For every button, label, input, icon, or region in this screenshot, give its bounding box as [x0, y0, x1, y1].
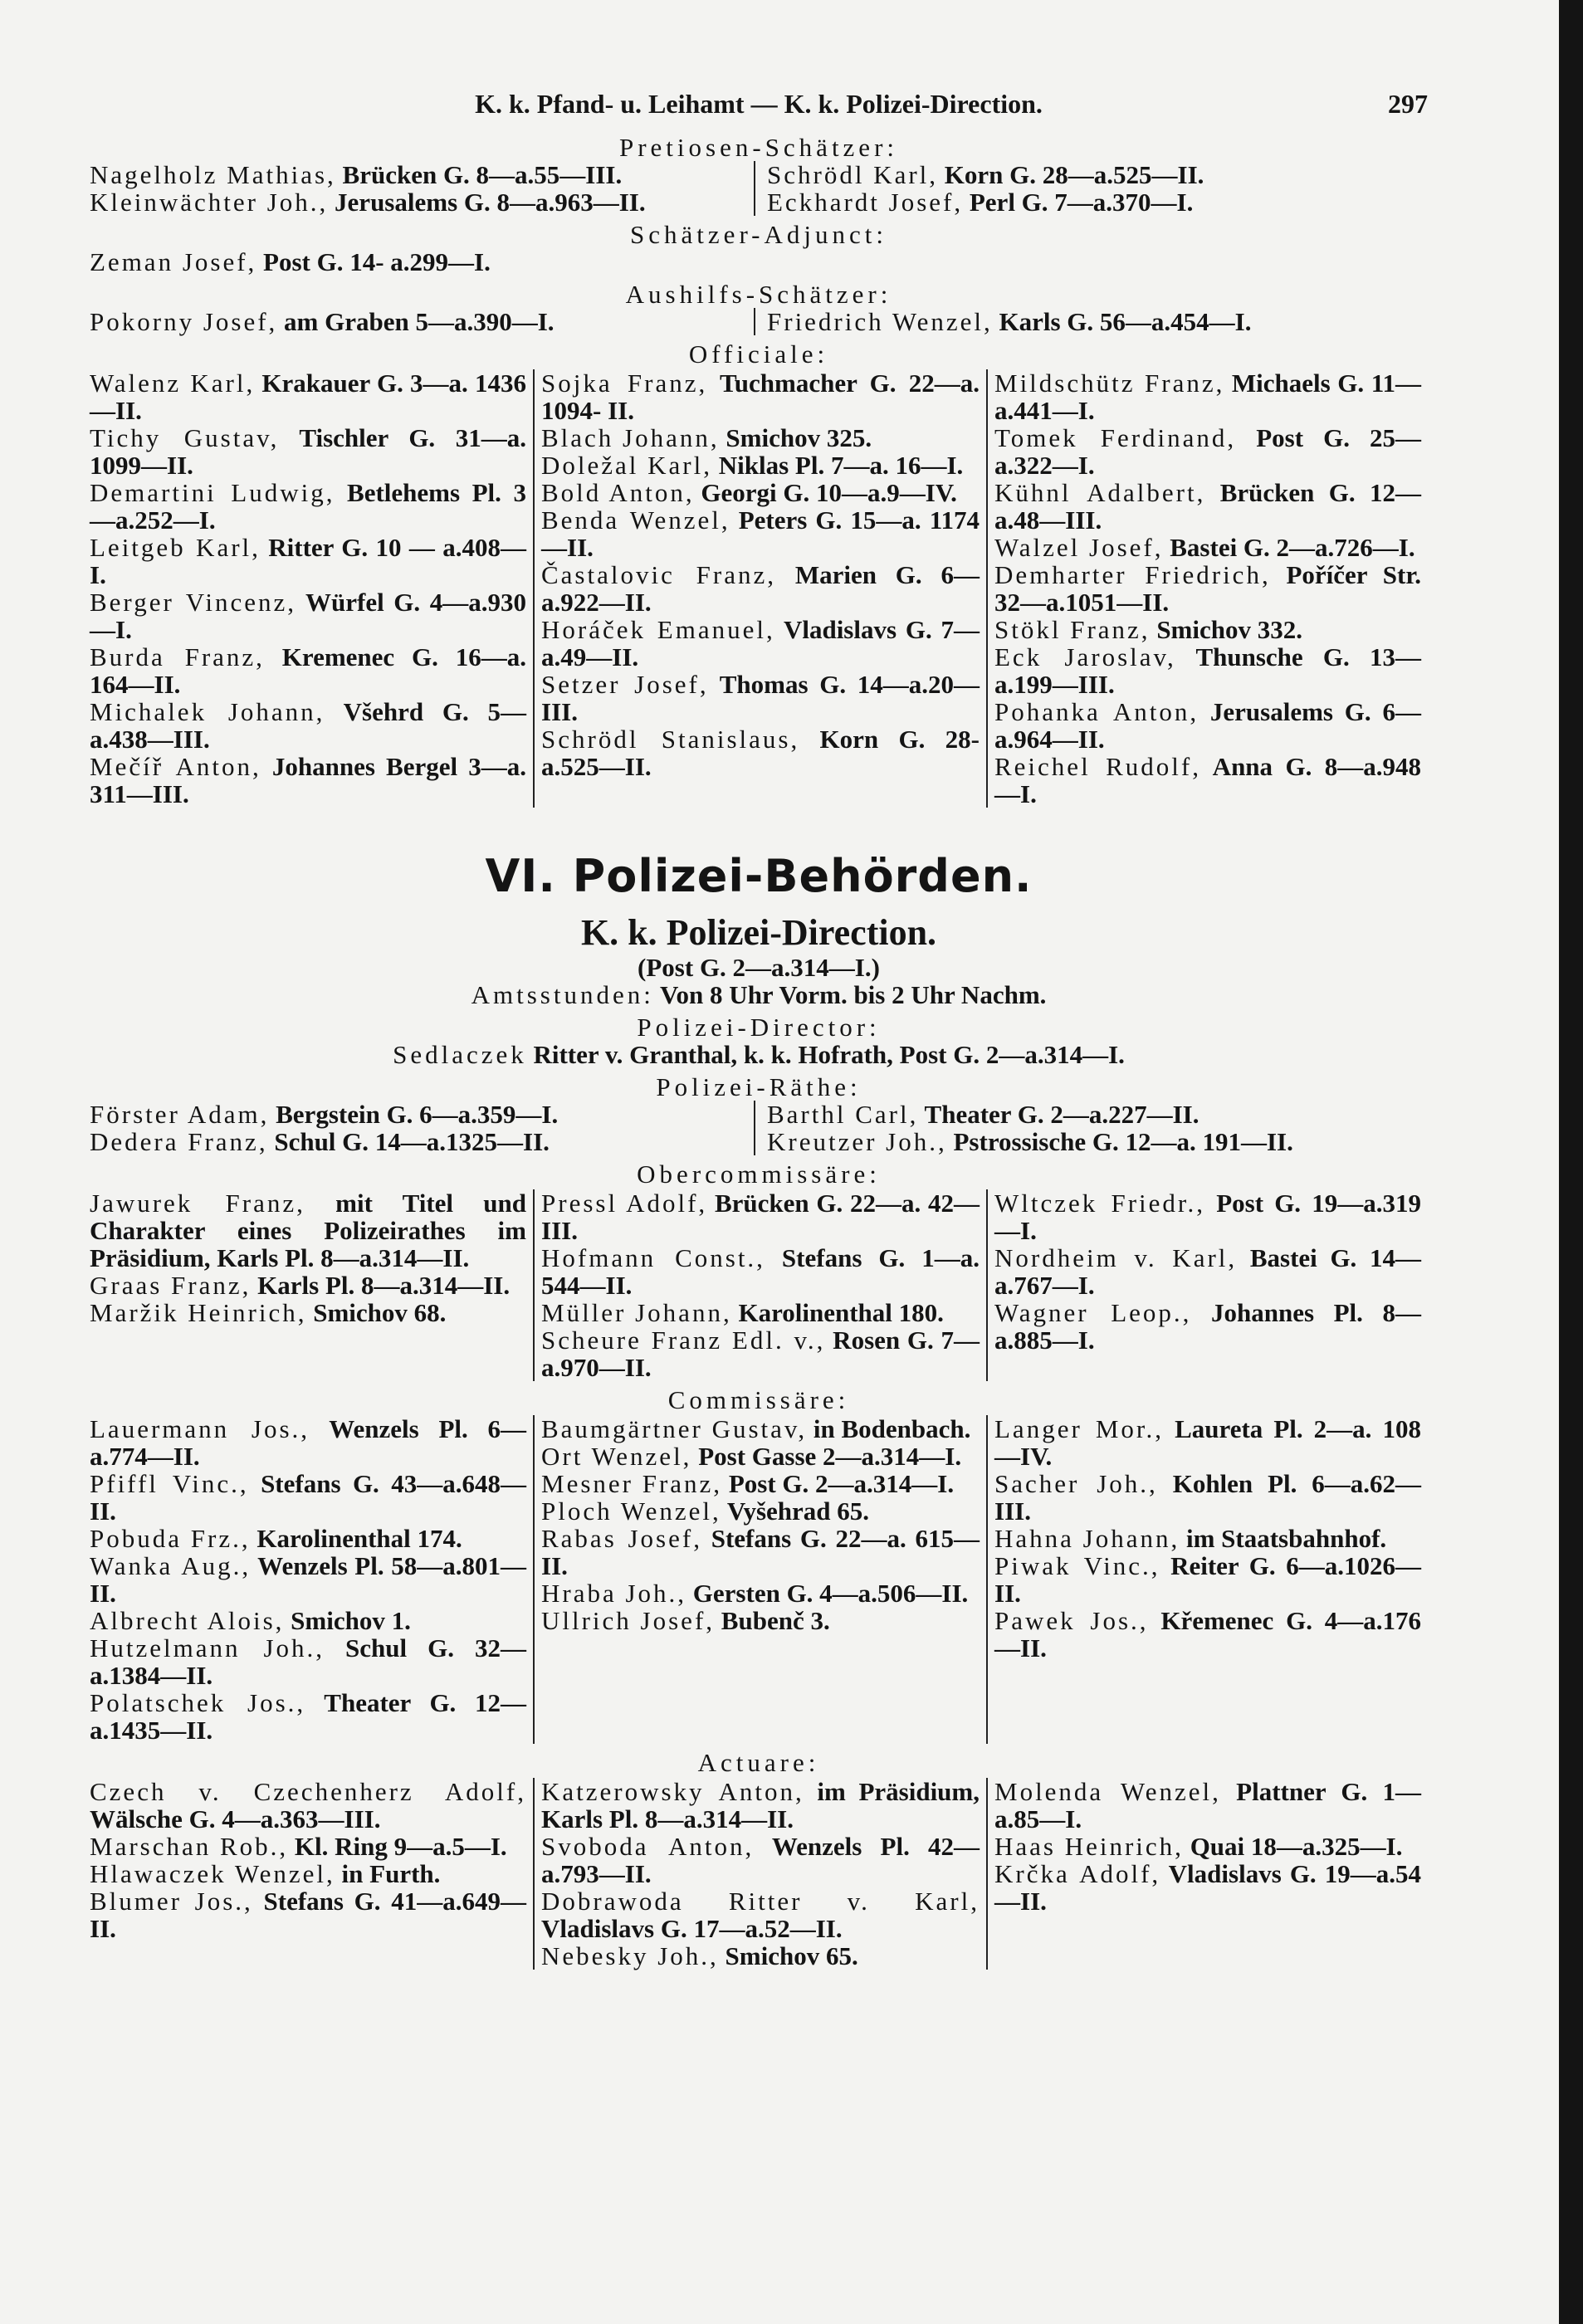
entry-name: Mečíř Anton, — [90, 752, 261, 781]
directory-entry — [994, 1607, 1421, 1662]
entry-details: Ritter G. 10 — a.408—I. — [90, 533, 526, 589]
entry-name: Reichel Rudolf, — [994, 752, 1201, 781]
directory-entry — [541, 424, 980, 452]
aushilfs-right — [754, 308, 1428, 335]
entry-name: Zeman Josef, — [90, 247, 257, 276]
entry-details: Krakauer G. 3—a. 1436—II. — [90, 369, 526, 425]
directory-entry — [90, 1189, 526, 1272]
directory-entry — [541, 1887, 980, 1942]
directory-entry — [90, 308, 754, 335]
entry-details: Vladislavs G. 19—a.54—II. — [994, 1859, 1421, 1916]
entry-details: Stefans G. 22—a. 615—II. — [541, 1524, 980, 1580]
document-page — [90, 79, 1428, 1970]
entry-name: Maržik Heinrich, — [90, 1298, 307, 1327]
directory-entry — [994, 1470, 1421, 1525]
directory-entry — [994, 1778, 1421, 1833]
entry-name: Schrödl Stanislaus, — [541, 725, 800, 754]
entry-name: Nebesky Joh., — [541, 1941, 719, 1970]
commissaere-col1 — [90, 1415, 533, 1744]
entry-details: Karls Pl. 8—a.314—II. — [251, 1271, 511, 1300]
directory-entry — [767, 1101, 1428, 1128]
directory-entry — [90, 1415, 526, 1470]
director-details: Ritter v. Granthal, k. k. Hofrath, Post G. 2—a.314—I. — [526, 1040, 1125, 1069]
directory-entry — [541, 616, 980, 671]
entry-details: Vladislavs G. 17—a.52—II. — [541, 1914, 843, 1943]
entry-name: Nagelholz Mathias, — [90, 160, 336, 189]
heading-officiale: Officiale: — [688, 339, 829, 369]
entry-name: Polatschek Jos., — [90, 1688, 306, 1717]
entry-name: Scheure Franz Edl. v., — [541, 1326, 826, 1355]
entry-name: Hlawaczek Wenzel, — [90, 1859, 335, 1888]
entry-name: Langer Mor., — [994, 1414, 1165, 1443]
entry-name: Eckhardt Josef, — [767, 188, 964, 217]
directory-entry — [994, 561, 1421, 616]
obercommissaere-col2 — [533, 1189, 986, 1381]
directory-entry — [90, 248, 1428, 276]
entry-name: Pressl Adolf, — [541, 1189, 708, 1218]
directory-entry — [541, 725, 980, 780]
entry-name: Ort Wenzel, — [541, 1442, 692, 1471]
entry-name: Benda Wenzel, — [541, 505, 730, 535]
heading-pretiosen: Pretiosen-Schätzer: — [618, 133, 899, 162]
directory-entry — [994, 479, 1421, 534]
entry-details: Brücken G. 8—a.55—III. — [335, 160, 623, 189]
entry-details: Smichov 65. — [718, 1941, 858, 1970]
directory-entry — [994, 1833, 1421, 1860]
entry-name: Kleinwächter Joh., — [90, 188, 329, 217]
entry-name: Pohanka Anton, — [994, 697, 1199, 726]
entry-details: Vyšehrad 65. — [721, 1496, 870, 1526]
entry-details: Betlehems Pl. 3—a.252—I. — [90, 478, 526, 535]
directory-entry — [994, 616, 1421, 643]
directory-entry — [541, 1942, 980, 1970]
entry-name: Czech v. Czechenherz Adolf, — [90, 1777, 526, 1806]
entry-name: Mesner Franz, — [541, 1469, 723, 1498]
entry-details: Thomas G. 14—a.20—III. — [541, 670, 980, 726]
entry-details: Tuchmacher G. 22—a. 1094- II. — [541, 369, 980, 425]
obercommissaere-col3 — [986, 1189, 1428, 1381]
entry-details: im Staatsbahnhof. — [1180, 1524, 1387, 1553]
entry-details: Všehrd G. 5—a.438—III. — [90, 697, 526, 754]
directory-entry — [90, 161, 754, 188]
entry-name: Setzer Josef, — [541, 670, 709, 699]
entry-details: Anna G. 8—a.948—I. — [994, 752, 1421, 808]
entry-details: Post G. 2—a.314—I. — [722, 1469, 955, 1498]
entry-name: Kreutzer Joh., — [767, 1127, 947, 1156]
entry-details: Poříčer Str. 32—a.1051—II. — [994, 560, 1421, 617]
entry-name: Graas Franz, — [90, 1271, 252, 1300]
heading-commissaere: Commissäre: — [667, 1385, 850, 1414]
directory-entry — [994, 1525, 1421, 1552]
directory-entry — [541, 506, 980, 561]
heading-raethe: Polizei-Räthe: — [656, 1072, 862, 1101]
entry-name: Pawek Jos., — [994, 1606, 1149, 1635]
directory-entry — [541, 1579, 980, 1607]
entry-details: Marien G. 6—a.922—II. — [541, 560, 980, 617]
page-number: 297 — [1388, 89, 1428, 119]
entry-details: Vladislavs G. 7—a.49—II. — [541, 615, 980, 671]
directory-entry — [90, 1778, 526, 1833]
entry-details: Stefans G. 41—a.649—II. — [90, 1887, 526, 1943]
entry-details: Niklas Pl. 7—a. 16—I. — [711, 451, 964, 480]
entry-name: Förster Adam, — [90, 1100, 270, 1129]
entry-name: Berger Vincenz, — [90, 588, 296, 617]
entry-details: Michaels G. 11—a.441—I. — [994, 369, 1421, 425]
entry-name: Stökl Franz, — [994, 615, 1151, 644]
entry-name: Pfiffl Vinc., — [90, 1469, 249, 1498]
directory-entry — [90, 1833, 526, 1860]
raethe-left — [90, 1101, 754, 1155]
entry-name: Pobuda Frz., — [90, 1524, 251, 1553]
entry-details: Georgi G. 10—a.9—IV. — [694, 478, 957, 507]
entry-details: Schul G. 32—a.1384—II. — [90, 1633, 526, 1690]
directory-entry — [90, 1607, 526, 1634]
entry-name: Lauermann Jos., — [90, 1414, 310, 1443]
entry-details: Quai 18—a.325—I. — [1183, 1832, 1403, 1861]
directory-entry — [541, 1299, 980, 1326]
directory-entry — [994, 1860, 1421, 1915]
running-title: K. k. Pfand- u. Leihamt — K. k. Polizei-Direction. — [475, 89, 1043, 119]
adjunct-list — [90, 248, 1428, 276]
directory-entry — [767, 308, 1428, 335]
directory-entry — [994, 698, 1421, 753]
entry-name: Krčka Adolf, — [994, 1859, 1161, 1888]
directory-entry — [541, 1470, 980, 1497]
entry-details: Johannes Bergel 3—a. 311—III. — [90, 752, 526, 808]
directory-entry — [90, 1101, 754, 1128]
directory-entry — [90, 1525, 526, 1552]
actuare-col2 — [533, 1778, 986, 1970]
directory-entry — [994, 369, 1421, 424]
entry-details: Smichov 1. — [284, 1606, 411, 1635]
entry-details: in Furth. — [335, 1859, 441, 1888]
directory-entry — [90, 698, 526, 753]
entry-name: Sojka Franz, — [541, 369, 708, 398]
entry-details: Stefans G. 1—a. 544—II. — [541, 1243, 980, 1300]
directory-entry — [541, 1189, 980, 1244]
entry-details: in Bodenbach. — [807, 1414, 971, 1443]
entry-name: Marschan Rob., — [90, 1832, 289, 1861]
entry-details: Gersten G. 4—a.506—II. — [686, 1579, 969, 1608]
actuare-col1 — [90, 1778, 533, 1970]
entry-name: Walzel Josef, — [994, 533, 1164, 562]
entry-details: Kohlen Pl. 6—a.62—III. — [994, 1469, 1422, 1526]
office-address: (Post G. 2—a.314—I.) — [638, 953, 880, 982]
entry-name: Hraba Joh., — [541, 1579, 687, 1608]
entry-name: Demharter Friedrich, — [994, 560, 1271, 589]
entry-details: am Graben 5—a.390—I. — [277, 307, 555, 336]
commissaere-list — [90, 1415, 1428, 1744]
directory-entry — [541, 479, 980, 506]
heading-director: Polizei-Director: — [637, 1013, 881, 1042]
entry-name: Pokorny Josef, — [90, 307, 278, 336]
directory-entry — [767, 161, 1428, 188]
directory-entry — [994, 534, 1421, 561]
directory-entry — [541, 561, 980, 616]
officiale-list — [90, 369, 1428, 808]
heading-aushilfs: Aushilfs-Schätzer: — [625, 280, 892, 309]
pretiosen-list — [90, 161, 1428, 216]
entry-details: Kl. Ring 9—a.5—I. — [288, 1832, 507, 1861]
entry-details: Wenzels Pl. 42—a.793—II. — [541, 1832, 980, 1888]
entry-details: Post Gasse 2—a.314—I. — [691, 1442, 962, 1471]
entry-name: Nordheim v. Karl, — [994, 1243, 1238, 1272]
entry-name: Wanka Aug., — [90, 1551, 252, 1580]
entry-name: Schrödl Karl, — [767, 160, 939, 189]
officiale-col2 — [533, 369, 986, 808]
entry-details: Johannes Pl. 8—a.885—I. — [994, 1298, 1421, 1355]
directory-entry — [541, 1607, 980, 1634]
directory-entry — [90, 1689, 526, 1744]
entry-details: Perl G. 7—a.370—I. — [963, 188, 1194, 217]
directory-entry — [541, 1497, 980, 1525]
entry-details: mit Titel und Charakter eines Polizeirathes im Präsidium, Karls Pl. 8—a.314—II. — [90, 1189, 526, 1272]
commissaere-col3 — [986, 1415, 1428, 1744]
entry-details: Schul G. 14—a.1325—II. — [267, 1127, 550, 1156]
directory-entry — [767, 188, 1428, 216]
directory-entry — [90, 1887, 526, 1942]
directory-entry — [90, 1470, 526, 1525]
entry-name: Walenz Karl, — [90, 369, 256, 398]
entry-details: Post G. 14- a.299—I. — [257, 247, 491, 276]
entry-details: Laureta Pl. 2—a. 108—IV. — [994, 1414, 1421, 1471]
directory-entry — [90, 1299, 526, 1326]
entry-name: Ullrich Josef, — [541, 1606, 716, 1635]
obercommissaere-col1 — [90, 1189, 533, 1381]
entry-name: Katzerowsky Anton, — [541, 1777, 804, 1806]
entry-name: Sacher Joh., — [994, 1469, 1158, 1498]
entry-details: Bastei G. 14—a.767—I. — [994, 1243, 1421, 1300]
entry-name: Jawurek Franz, — [90, 1189, 305, 1218]
scan-edge-border — [1559, 0, 1583, 2324]
entry-name: Doležal Karl, — [541, 451, 712, 480]
entry-details: Bastei G. 2—a.726—I. — [1163, 533, 1415, 562]
entry-name: Michalek Johann, — [90, 697, 325, 726]
entry-name: Blumer Jos., — [90, 1887, 253, 1916]
hours-value: Von 8 Uhr Vorm. bis 2 Uhr Nachm. — [653, 980, 1047, 1009]
directory-entry — [541, 1326, 980, 1381]
director-name: Sedlaczek — [393, 1040, 527, 1069]
commissaere-col2 — [533, 1415, 986, 1744]
entry-details: Wenzels Pl. 6—a.774—II. — [90, 1414, 526, 1471]
entry-name: Albrecht Alois, — [90, 1606, 285, 1635]
section-title: VI. Polizei-Behörden. — [485, 850, 1033, 902]
directory-entry — [541, 369, 980, 424]
directory-entry — [541, 1778, 980, 1833]
directory-entry — [90, 479, 526, 534]
entry-details: Karolinenthal 174. — [250, 1524, 462, 1553]
directory-entry — [90, 588, 526, 643]
entry-name: Burda Franz, — [90, 642, 265, 671]
entry-name: Barthl Carl, — [767, 1100, 919, 1129]
directory-entry — [90, 188, 754, 216]
directory-entry — [90, 424, 526, 479]
directory-entry — [541, 1833, 980, 1887]
entry-name: Častalovic Franz, — [541, 560, 777, 589]
entry-name: Ploch Wenzel, — [541, 1496, 721, 1526]
raethe-list — [90, 1101, 1428, 1155]
entry-details: Reiter G. 6—a.1026—II. — [994, 1551, 1421, 1608]
entry-details: Theater G. 2—a.227—II. — [918, 1100, 1199, 1129]
entry-name: Tomek Ferdinand, — [994, 423, 1237, 452]
director-entry — [90, 1041, 1428, 1068]
heading-obercommissaere: Obercommissäre: — [637, 1160, 881, 1189]
entry-details: Bergstein G. 6—a.359—I. — [269, 1100, 559, 1129]
entry-details: Post G. 19—a.319—I. — [994, 1189, 1421, 1245]
entry-details: Karls G. 56—a.454—I. — [992, 307, 1252, 336]
directory-entry — [90, 1128, 754, 1155]
entry-name: Kühnl Adalbert, — [994, 478, 1206, 507]
entry-details: Korn G. 28-a.525—II. — [541, 725, 980, 781]
directory-entry — [541, 671, 980, 725]
directory-entry — [541, 1443, 980, 1470]
entry-name: Demartini Ludwig, — [90, 478, 335, 507]
entry-details: Stefans G. 43—a.648—II. — [90, 1469, 526, 1526]
entry-name: Friedrich Wenzel, — [767, 307, 993, 336]
hours-label: Amtsstunden: — [471, 980, 654, 1009]
entry-details: Tischler G. 31—a. 1099—II. — [90, 423, 526, 480]
entry-name: Bold Anton, — [541, 478, 695, 507]
entry-name: Rabas Josef, — [541, 1524, 702, 1553]
entry-details: Jerusalems G. 6—a.964—II. — [994, 697, 1421, 754]
directory-entry — [994, 1244, 1421, 1299]
entry-name: Hahna Johann, — [994, 1524, 1180, 1553]
entry-details: Thunsche G. 13—a.199—III. — [994, 642, 1422, 699]
entry-name: Dedera Franz, — [90, 1127, 268, 1156]
directory-entry — [90, 1552, 526, 1607]
officiale-col1 — [90, 369, 533, 808]
obercommissaere-list — [90, 1189, 1428, 1381]
entry-name: Molenda Wenzel, — [994, 1777, 1221, 1806]
entry-details: Brücken G. 12—a.48—III. — [994, 478, 1421, 535]
entry-name: Blach Johann, — [541, 423, 720, 452]
actuare-col3 — [986, 1778, 1428, 1970]
actuare-list — [90, 1778, 1428, 1970]
entry-details: Smichov 332. — [1150, 615, 1302, 644]
entry-name: Eck Jaroslav, — [994, 642, 1176, 671]
aushilfs-list — [90, 308, 1428, 335]
entry-details: Křemenec G. 4—a.176—II. — [994, 1606, 1421, 1662]
entry-details: Smichov 325. — [719, 423, 872, 452]
entry-details: Karolinenthal 180. — [731, 1298, 944, 1327]
entry-details: Jerusalems G. 8—a.963—II. — [328, 188, 646, 217]
directory-entry — [90, 753, 526, 808]
officiale-col3 — [986, 369, 1428, 808]
entry-details: Peters G. 15—a. 1174—II. — [541, 505, 980, 562]
office-title: K. k. Polizei-Direction. — [580, 912, 937, 953]
entry-details: im Präsidium, Karls Pl. 8—a.314—II. — [541, 1777, 980, 1833]
entry-details: Bubenč 3. — [715, 1606, 830, 1635]
pretiosen-right — [754, 161, 1428, 216]
directory-entry — [541, 1415, 980, 1443]
directory-entry — [90, 1860, 526, 1887]
entry-name: Tichy Gustav, — [90, 423, 280, 452]
entry-name: Svoboda Anton, — [541, 1832, 755, 1861]
aushilfs-left — [90, 308, 754, 335]
entry-details: Brücken G. 22—a. 42—III. — [541, 1189, 980, 1245]
directory-entry — [767, 1128, 1428, 1155]
directory-entry — [90, 534, 526, 588]
entry-name: Hutzelmann Joh., — [90, 1633, 325, 1662]
directory-entry — [90, 643, 526, 698]
entry-details: Rosen G. 7—a.970—II. — [541, 1326, 980, 1382]
directory-entry — [541, 1525, 980, 1579]
directory-entry — [541, 452, 980, 479]
entry-name: Baumgärtner Gustav, — [541, 1414, 808, 1443]
directory-entry — [994, 643, 1421, 698]
office-hours — [90, 981, 1428, 1008]
entry-name: Haas Heinrich, — [994, 1832, 1184, 1861]
entry-name: Wltczek Friedr., — [994, 1189, 1205, 1218]
entry-details: Wälsche G. 4—a.363—III. — [90, 1804, 381, 1833]
directory-entry — [994, 1189, 1421, 1244]
entry-name: Dobrawoda Ritter v. Karl, — [541, 1887, 980, 1916]
entry-name: Piwak Vinc., — [994, 1551, 1160, 1580]
entry-name: Leitgeb Karl, — [90, 533, 261, 562]
entry-details: Korn G. 28—a.525—II. — [938, 160, 1204, 189]
entry-details: Post G. 25—a.322—I. — [994, 423, 1422, 480]
entry-details: Wenzels Pl. 58—a.801—II. — [90, 1551, 526, 1608]
heading-actuare: Actuare: — [697, 1748, 820, 1777]
entry-details: Theater G. 12—a.1435—II. — [90, 1688, 526, 1745]
entry-name: Horáček Emanuel, — [541, 615, 775, 644]
directory-entry — [90, 1634, 526, 1689]
entry-name: Mildschütz Franz, — [994, 369, 1225, 398]
directory-entry — [541, 1244, 980, 1299]
entry-details: Kremenec G. 16—a. 164—II. — [90, 642, 526, 699]
entry-details: Plattner G. 1—a.85—I. — [994, 1777, 1421, 1833]
directory-entry — [994, 1552, 1421, 1607]
running-header — [90, 79, 1428, 129]
entry-name: Wagner Leop., — [994, 1298, 1192, 1327]
entry-details: Pstrossische G. 12—a. 191—II. — [946, 1127, 1293, 1156]
entry-details: Smichov 68. — [306, 1298, 447, 1327]
directory-entry — [994, 1299, 1421, 1354]
directory-entry — [994, 753, 1421, 808]
raethe-right — [754, 1101, 1428, 1155]
pretiosen-left — [90, 161, 754, 216]
directory-entry — [90, 369, 526, 424]
directory-entry — [994, 1415, 1421, 1470]
entry-details: Würfel G. 4—a.930—I. — [90, 588, 527, 644]
directory-entry — [90, 1272, 526, 1299]
entry-name: Hofmann Const., — [541, 1243, 765, 1272]
entry-name: Müller Johann, — [541, 1298, 732, 1327]
heading-adjunct: Schätzer-Adjunct: — [630, 220, 887, 249]
directory-entry — [994, 424, 1421, 479]
